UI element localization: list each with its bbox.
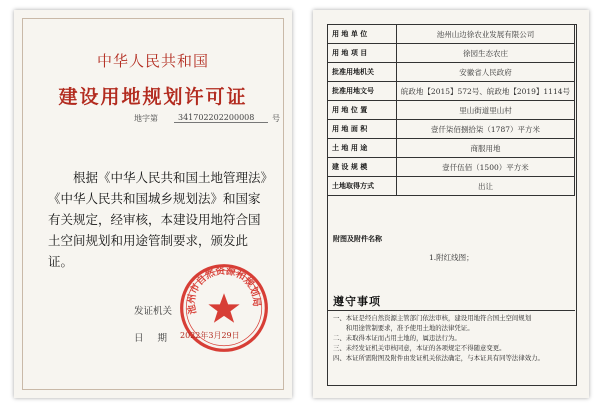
table-row xyxy=(328,177,575,196)
field-label: 用 地 面 积 xyxy=(328,120,397,139)
field-value: 徐园生态农庄 xyxy=(396,44,574,63)
field-label: 用 地 项 目 xyxy=(328,44,397,63)
notice-item: 三、未经发证机关审核同意，本证的各项规定不得随意变更。 xyxy=(333,344,506,352)
seal-text: 池州市自然资源和规划局 xyxy=(186,265,262,316)
field-value: 商服用地 xyxy=(396,139,574,158)
field-value: 安徽省人民政府 xyxy=(396,63,574,82)
notice-item: 一、本证是经自然资源主管部门依法审核，建设用地符合国土空间规划 xyxy=(333,314,532,322)
notice-title: 遵守事项 xyxy=(333,295,381,308)
field-value: 出让 xyxy=(396,177,574,196)
notice-item: 二、未取得本证而占用土地的，属违法行为。 xyxy=(333,334,461,342)
license-back-page xyxy=(313,10,589,398)
license-title: 建设用地规划许可证 xyxy=(58,86,248,108)
number-value: 341702202200008 xyxy=(174,113,268,123)
date-label: 日期 xyxy=(134,333,182,344)
issuer-label: 发证机关 xyxy=(134,306,173,317)
field-value: 里山街道里山村 xyxy=(396,101,574,120)
field-label: 用 地 位 置 xyxy=(328,101,397,120)
notice-item: 和用途管制要求，准予使用土地的法律凭证。 xyxy=(333,324,474,332)
field-value: 壹仟柒佰捌拾柒（1787）平方米 xyxy=(396,120,574,139)
table-row xyxy=(328,120,575,139)
field-label: 批准用地机关 xyxy=(328,63,397,82)
field-label: 土地取得方式 xyxy=(328,177,397,196)
table-row xyxy=(328,44,575,63)
table-row xyxy=(328,139,575,158)
table-row xyxy=(328,82,575,101)
field-label: 用 地 单 位 xyxy=(328,25,397,44)
notice-list xyxy=(333,313,569,363)
number-suffix: 号 xyxy=(272,114,280,123)
table-row xyxy=(328,101,575,120)
field-label: 土 地 用 途 xyxy=(328,139,397,158)
notice-item: 四、本证所需附图及附件由发证机关依法确定，与本证具有同等法律效力。 xyxy=(333,354,544,362)
field-label: 批准用地文号 xyxy=(328,82,397,101)
field-value: 壹仟伍佰（1500）平方米 xyxy=(396,158,574,177)
license-body-text: 根据《中华人民共和国土地管理法》《中华人民共和国城乡规划法》和国家有关规定，经审核，本建设用地符合国土空间规划和用途管制要求，颁发此证。 xyxy=(48,170,267,269)
table-row xyxy=(328,158,575,177)
field-value: 池州山边徐农业发展有限公司 xyxy=(396,25,574,44)
field-value: 皖政地【2015】572号、皖政地【2019】1114号 xyxy=(396,82,574,101)
attachments-label: 附图及附件名称 xyxy=(333,235,382,243)
land-info-table xyxy=(327,24,575,196)
field-label: 建 设 规 模 xyxy=(328,158,397,177)
issue-date: 2022年3月29日 xyxy=(180,331,240,340)
table-row xyxy=(328,25,575,44)
attachment-item: 1.附红线图； xyxy=(429,253,474,262)
country-heading: 中华人民共和国 xyxy=(96,52,209,70)
table-row xyxy=(328,63,575,82)
number-prefix: 地字第 xyxy=(134,114,158,123)
license-front-page xyxy=(14,10,292,398)
